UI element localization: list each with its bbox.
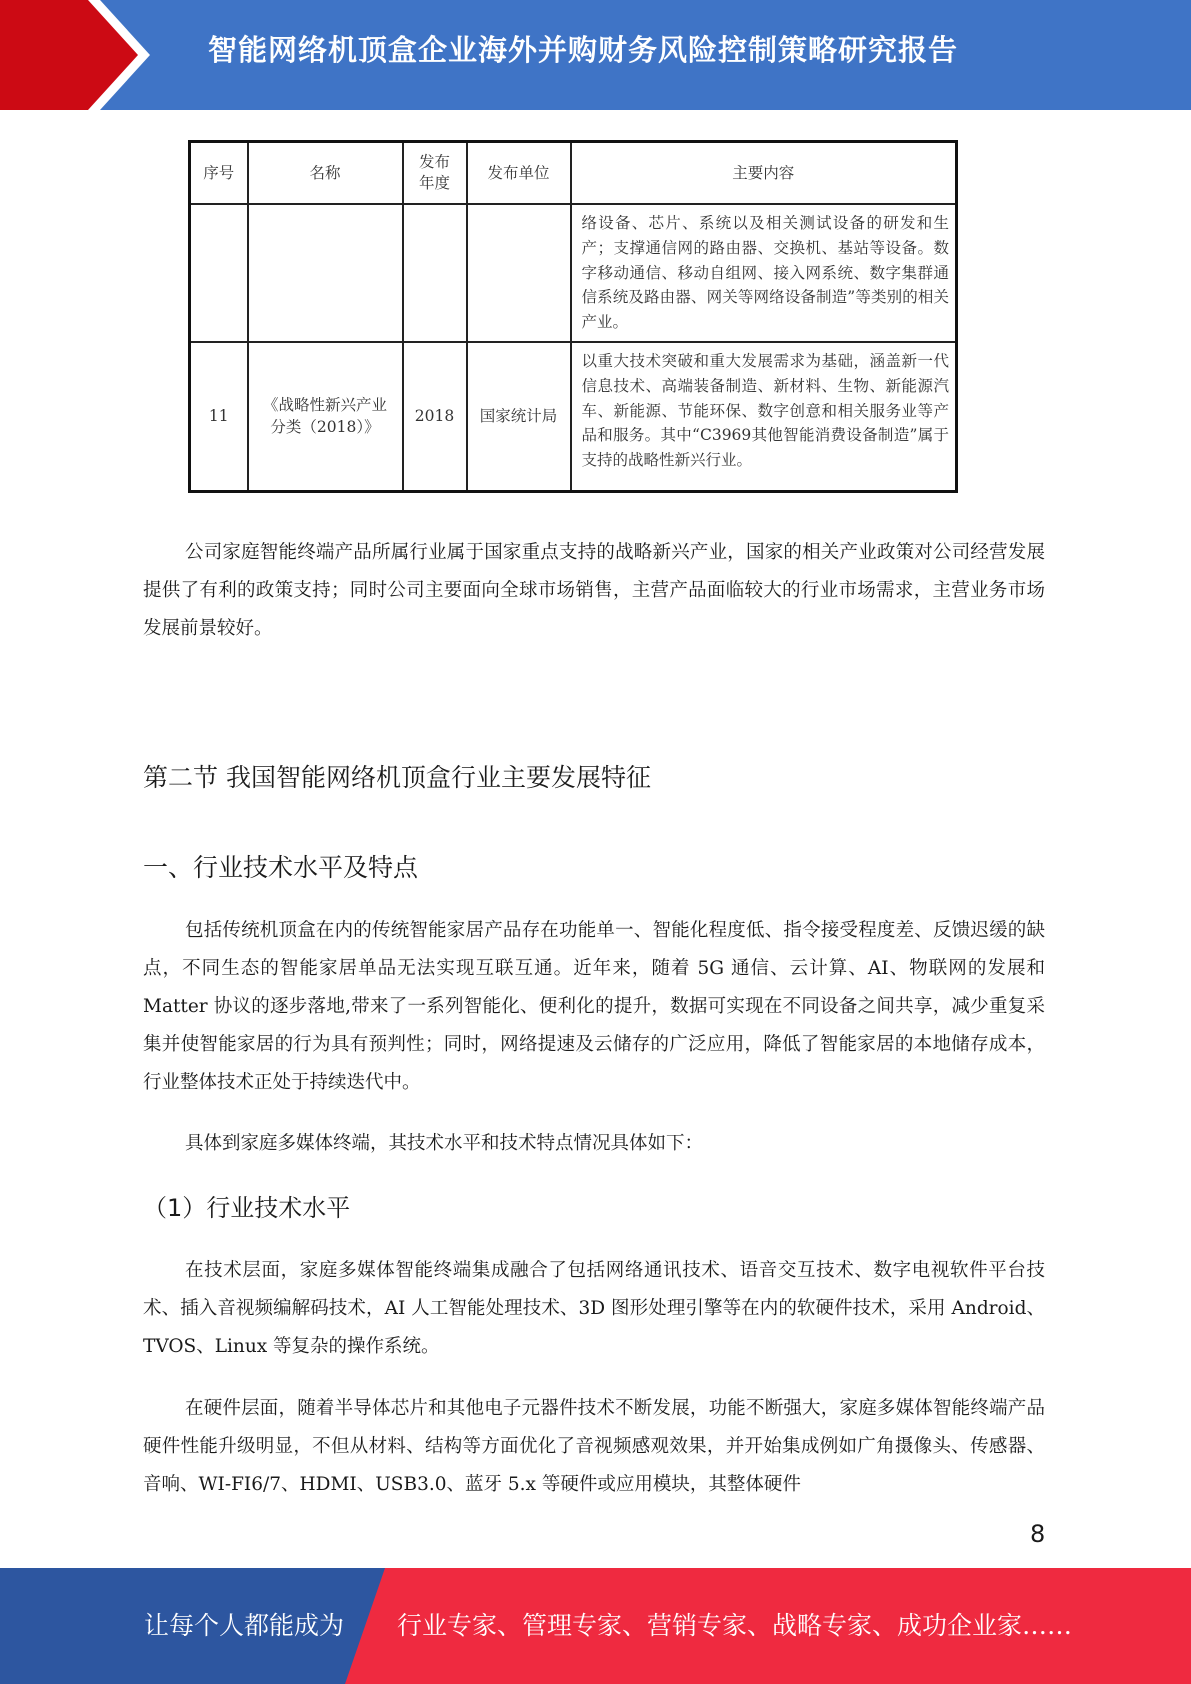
- body-paragraph: 在硬件层面，随着半导体芯片和其他电子元器件技术不断发展，功能不断强大，家庭多媒体智能终端产品硬件性能升级明显，不但从材料、结构等方面优化了音视频感观效果，并开始集成例如广角摄像头、传感器、音响、WI-FI6/7、HDMI、USB3.0、蓝牙 5.x 等硬件或应用模块，其整体硬件: [143, 1398, 1045, 1495]
- table-header-cell: 发布单位: [467, 142, 571, 205]
- table-header-cell: 序号: [190, 142, 248, 205]
- table-cell-content: 络设备、芯片、系统以及相关测试设备的研发和生产；支撑通信网的路由器、交换机、基站等设备。数字移动通信、移动自组网、接入网系统、数字集群通信系统及路由器、网关等网络设备制造”等类别的相关产业。: [571, 204, 957, 342]
- table-cell-org: 国家统计局: [467, 342, 571, 492]
- item-title: （1）行业技术水平: [143, 1194, 351, 1222]
- body-paragraph: 在技术层面，家庭多媒体智能终端集成融合了包括网络通讯技术、语音交互技术、数字电视软件平台技术、插入音视频编解码技术，AI 人工智能处理技术、3D 图形处理引擎等在内的软硬件技术，采用 Android、TVOS、Linux 等复杂的操作系统。: [143, 1260, 1045, 1357]
- table-cell-year: [403, 204, 467, 342]
- body-paragraph: 包括传统机顶盒在内的传统智能家居产品存在功能单一、智能化程度低、指令接受程度差、反馈迟缓的缺点，不同生态的智能家居单品无法实现互联互通。近年来，随着 5G 通信、云计算、AI、物联网的发展和 Matter 协议的逐步落地,带来了一系列智能化、便利化的提升，数据可实现在不同设备之间共享，减少重复采集并使智能家居的行为具有预判性；同时，网络提速及云储存的广泛应用，降低了智能家居的本地储存成本，行业整体技术正处于持续迭代中。: [143, 920, 1045, 1093]
- footer-slogan-left: 让每个人都能成为: [144, 1611, 345, 1640]
- table-cell-name: [248, 204, 403, 342]
- header-chevron-icon: [0, 0, 160, 110]
- footer-slogan-right: 行业专家、管理专家、营销专家、战略专家、成功企业家……: [397, 1611, 1073, 1640]
- subsection-title: 一、行业技术水平及特点: [143, 853, 419, 882]
- table-row: [190, 342, 957, 492]
- header-title: 智能网络机顶盒企业海外并购财务风险控制策略研究报告: [208, 33, 959, 67]
- table-header-cell: [403, 142, 467, 205]
- body-paragraph: 具体到家庭多媒体终端，其技术水平和技术特点情况具体如下：: [185, 1133, 704, 1154]
- table-cell-no: 11: [190, 342, 248, 492]
- page-number: 8: [1030, 1520, 1046, 1548]
- table-cell-org: [467, 204, 571, 342]
- policy-table: [188, 140, 958, 493]
- body-paragraph: 公司家庭智能终端产品所属行业属于国家重点支持的战略新兴产业，国家的相关产业政策对公司经营发展提供了有利的政策支持；同时公司主要面向全球市场销售，主营产品面临较大的行业市场需求，主营业务市场发展前景较好。: [143, 542, 1045, 639]
- table-row: [190, 204, 957, 342]
- table-header-row: [190, 142, 957, 205]
- table-header-cell: 名称: [248, 142, 403, 205]
- section-title: 第二节 我国智能网络机顶盒行业主要发展特征: [143, 763, 651, 792]
- table-header-cell: 主要内容: [571, 142, 957, 205]
- table-cell-content: 以重大技术突破和重大发展需求为基础，涵盖新一代信息技术、高端装备制造、新材料、生物、新能源汽车、新能源、节能环保、数字创意和相关服务业等产品和服务。其中“C3969其他智能消费设备制造”属于支持的战略性新兴行业。: [571, 342, 957, 492]
- table-cell-name: 《战略性新兴产业分类（2018）》: [248, 342, 403, 492]
- page-footer: [0, 1568, 1191, 1684]
- table-header-text: 发布年度: [418, 153, 450, 192]
- table-cell-year: 2018: [403, 342, 467, 492]
- table-cell-no: [190, 204, 248, 342]
- page-header: [0, 0, 1191, 110]
